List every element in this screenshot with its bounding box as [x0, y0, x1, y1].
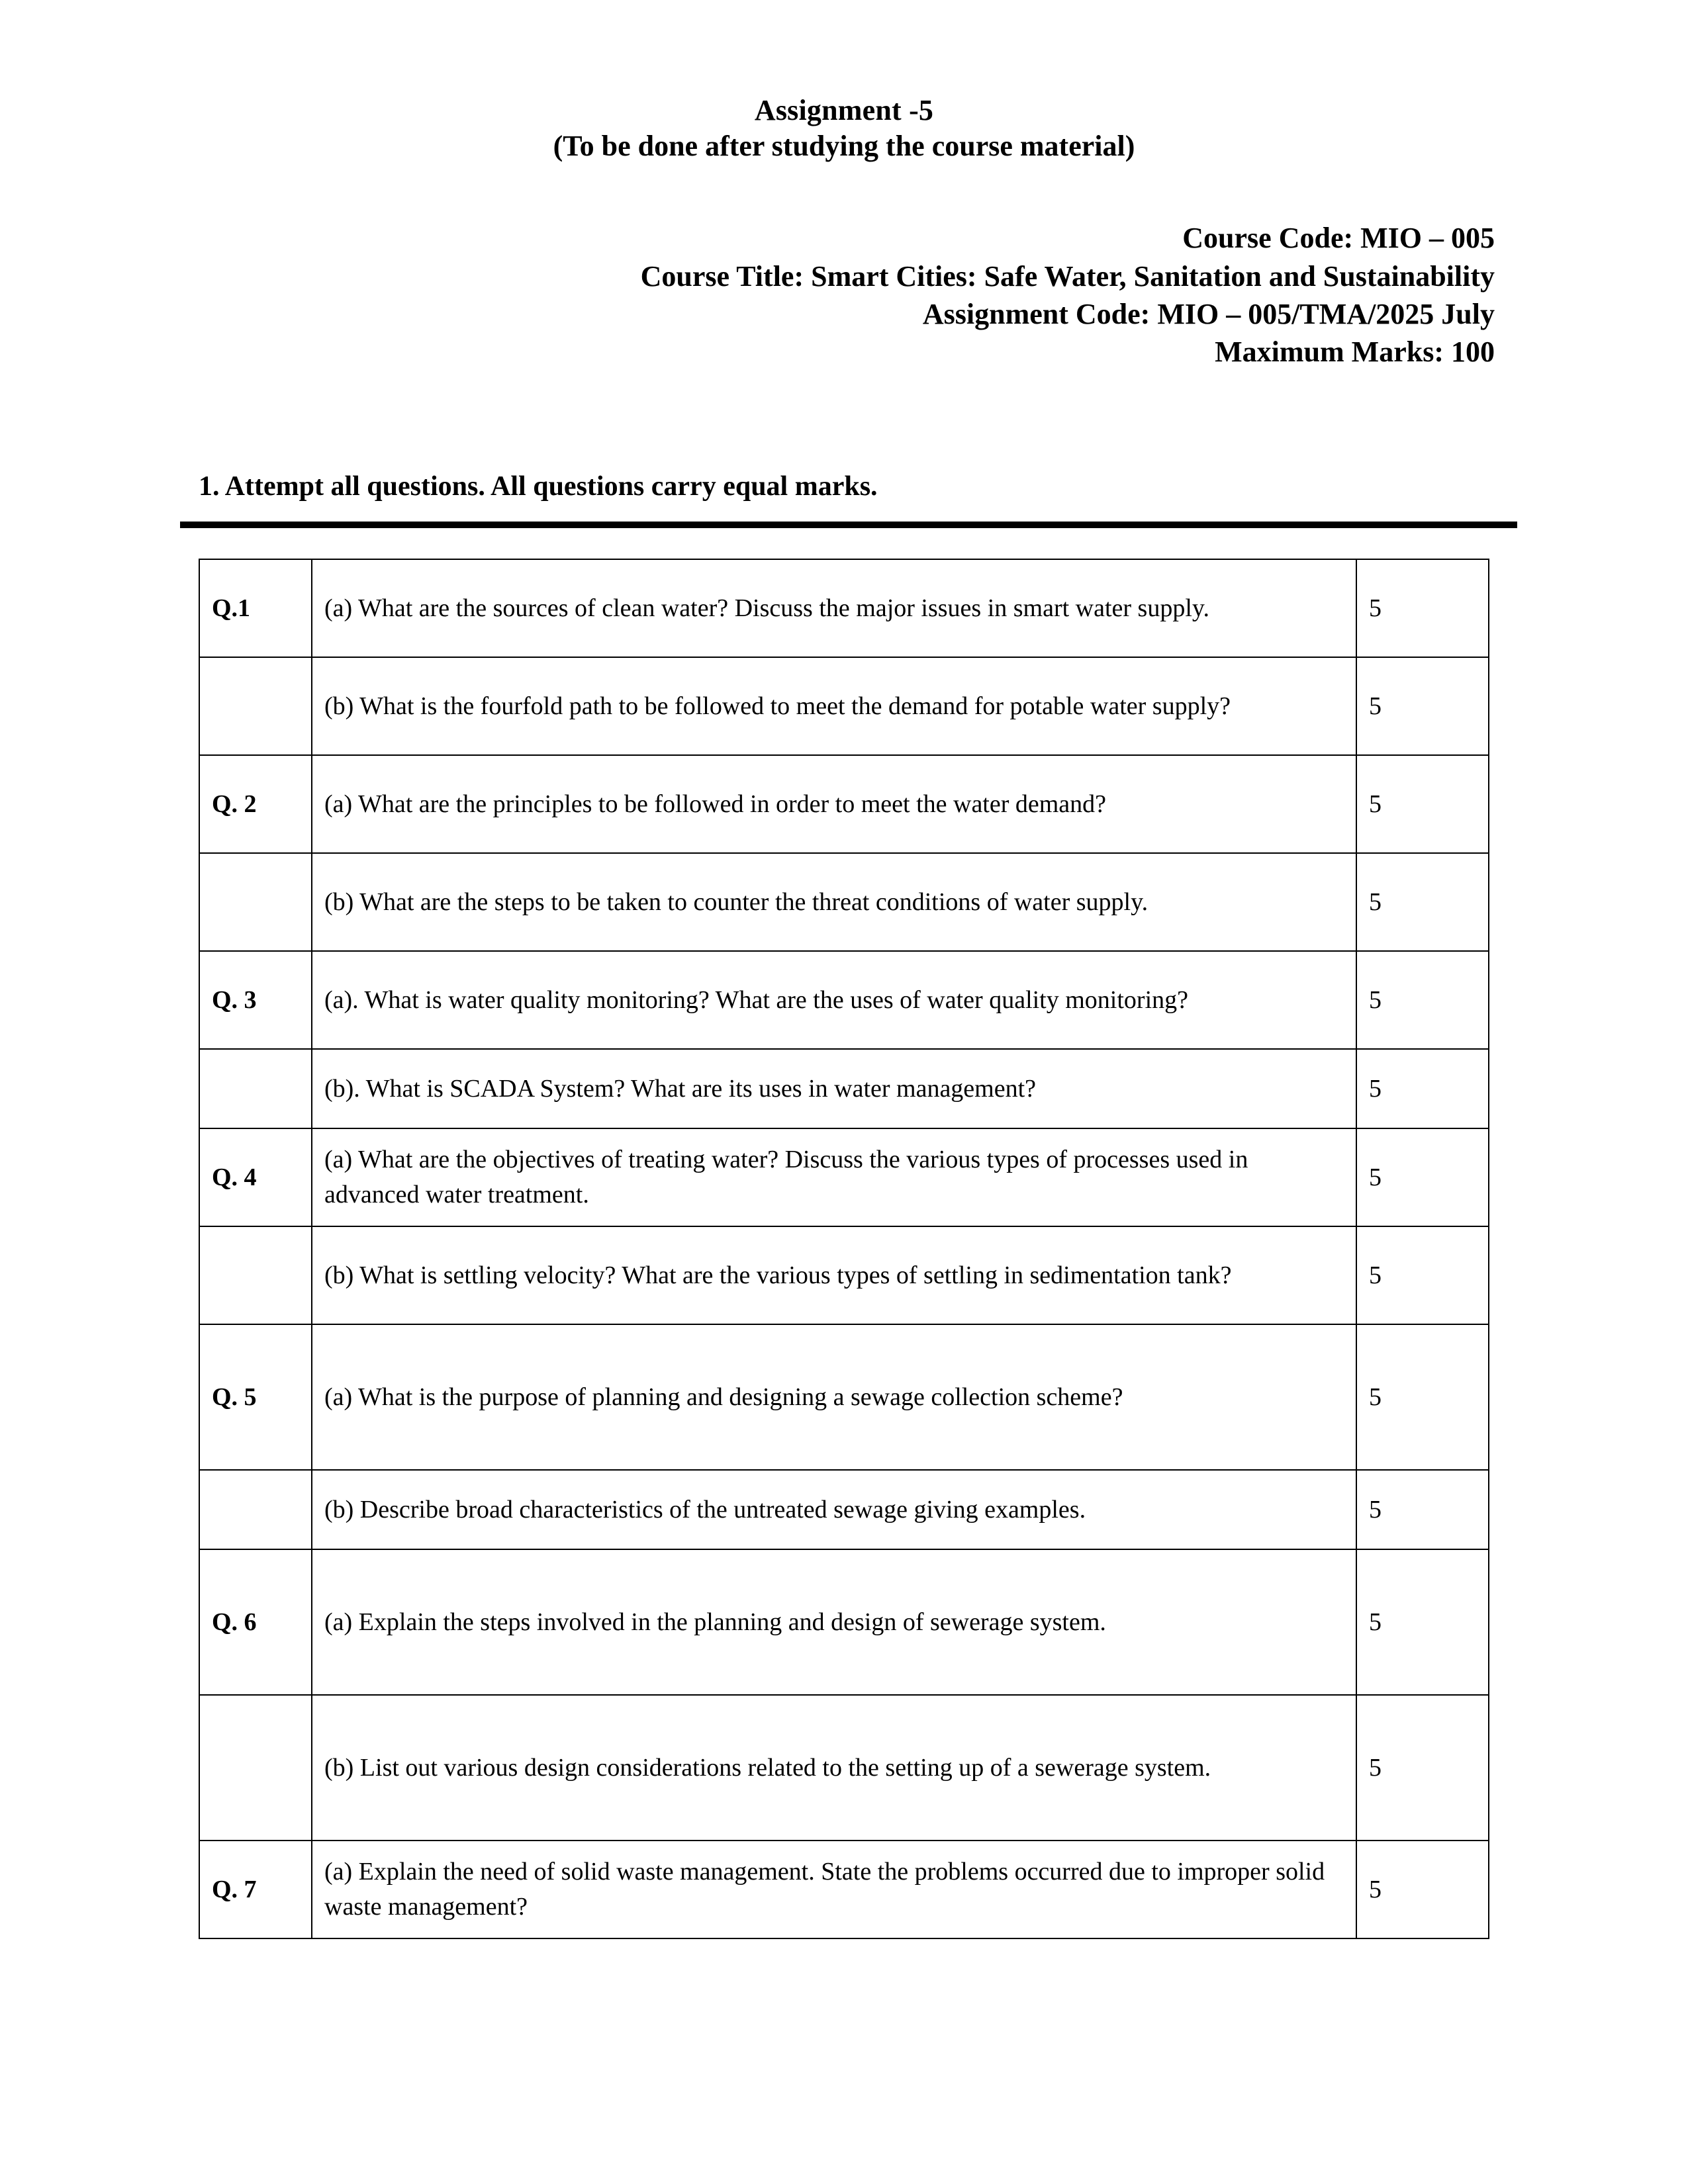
question-number: Q. 6 — [199, 1549, 312, 1695]
questions-table — [199, 559, 1489, 1939]
question-number — [199, 1226, 312, 1324]
question-text: (b) What is the fourfold path to be followed to meet the demand for potable water supply? — [312, 657, 1356, 755]
table-row — [199, 755, 1489, 853]
question-marks: 5 — [1356, 1549, 1489, 1695]
questions-table-wrapper — [199, 559, 1488, 1939]
question-number: Q. 2 — [199, 755, 312, 853]
table-row — [199, 853, 1489, 951]
question-marks: 5 — [1356, 1324, 1489, 1470]
maximum-marks: Maximum Marks: 100 — [1215, 335, 1495, 368]
course-details-block — [0, 219, 1688, 371]
question-number: Q. 5 — [199, 1324, 312, 1470]
assignment-code: Assignment Code: MIO – 005/TMA/2025 July — [922, 297, 1495, 330]
question-number: Q. 4 — [199, 1128, 312, 1226]
question-number — [199, 1470, 312, 1549]
question-text: (a) What are the sources of clean water? Discuss the major issues in smart water supply. — [312, 559, 1356, 657]
question-marks: 5 — [1356, 951, 1489, 1049]
question-marks: 5 — [1356, 1226, 1489, 1324]
question-marks: 5 — [1356, 1841, 1489, 1938]
question-number — [199, 1049, 312, 1128]
question-number: Q. 7 — [199, 1841, 312, 1938]
course-code: Course Code: MIO – 005 — [1182, 222, 1495, 255]
question-text: (b). What is SCADA System? What are its uses in water management? — [312, 1049, 1356, 1128]
table-row — [199, 951, 1489, 1049]
question-text: (a) What is the purpose of planning and designing a sewage collection scheme? — [312, 1324, 1356, 1470]
table-row — [199, 1549, 1489, 1695]
table-row — [199, 1695, 1489, 1841]
question-number: Q. 3 — [199, 951, 312, 1049]
question-marks: 5 — [1356, 559, 1489, 657]
instruction-text: 1. Attempt all questions. All questions carry equal marks. — [199, 471, 878, 502]
question-text: (a). What is water quality monitoring? What are the uses of water quality monitoring? — [312, 951, 1356, 1049]
table-row — [199, 657, 1489, 755]
question-number — [199, 853, 312, 951]
table-row — [199, 1226, 1489, 1324]
question-marks: 5 — [1356, 755, 1489, 853]
question-text: (a) What are the objectives of treating water? Discuss the various types of processes used in advanced water treatment. — [312, 1128, 1356, 1226]
table-row — [199, 559, 1489, 657]
question-marks: 5 — [1356, 1695, 1489, 1841]
table-row — [199, 1470, 1489, 1549]
question-marks: 5 — [1356, 1470, 1489, 1549]
question-marks: 5 — [1356, 1049, 1489, 1128]
question-marks: 5 — [1356, 1128, 1489, 1226]
assignment-title: Assignment -5 — [754, 94, 934, 126]
question-text: (a) Explain the need of solid waste management. State the problems occurred due to improper solid waste management? — [312, 1841, 1356, 1938]
question-text: (a) What are the principles to be followed in order to meet the water demand? — [312, 755, 1356, 853]
table-row — [199, 1049, 1489, 1128]
question-text: (a) Explain the steps involved in the planning and design of sewerage system. — [312, 1549, 1356, 1695]
question-text: (b) What are the steps to be taken to counter the threat conditions of water supply. — [312, 853, 1356, 951]
questions-table-body — [199, 559, 1489, 1938]
table-row — [199, 1128, 1489, 1226]
document-header — [0, 0, 1688, 371]
assignment-subtitle: (To be done after studying the course material) — [553, 129, 1135, 162]
question-text: (b) What is settling velocity? What are the various types of settling in sedimentation tank? — [312, 1226, 1356, 1324]
horizontal-rule — [180, 522, 1517, 528]
table-row — [199, 1324, 1489, 1470]
table-row — [199, 1841, 1489, 1938]
question-text: (b) Describe broad characteristics of the untreated sewage giving examples. — [312, 1470, 1356, 1549]
question-number — [199, 1695, 312, 1841]
question-number: Q.1 — [199, 559, 312, 657]
question-number — [199, 657, 312, 755]
course-title: Course Title: Smart Cities: Safe Water, Sanitation and Sustainability — [640, 259, 1495, 293]
question-marks: 5 — [1356, 853, 1489, 951]
question-marks: 5 — [1356, 657, 1489, 755]
question-text: (b) List out various design considerations related to the setting up of a sewerage system. — [312, 1695, 1356, 1841]
